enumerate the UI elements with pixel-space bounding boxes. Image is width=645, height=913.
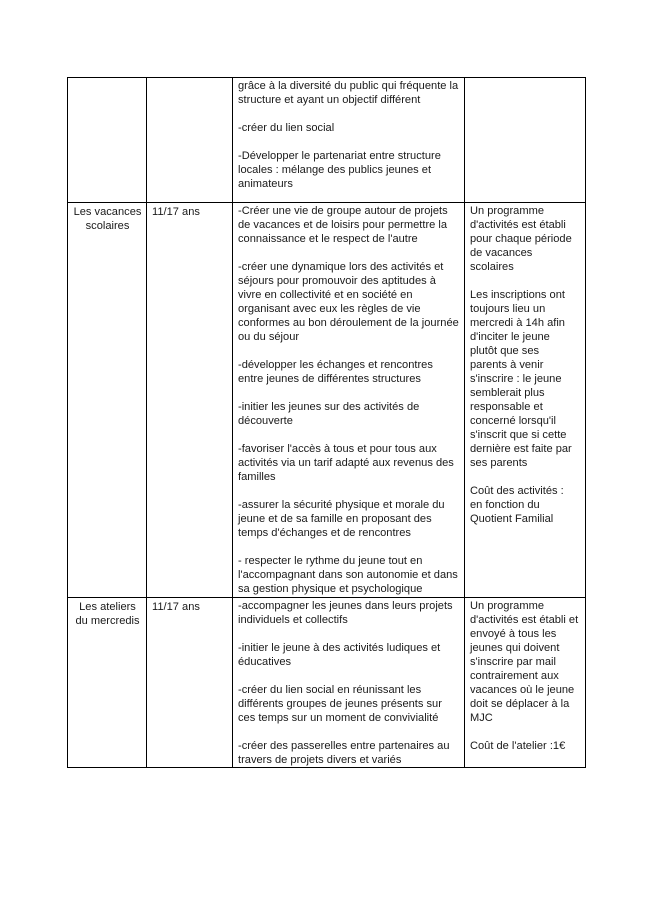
- table-row: [68, 203, 586, 598]
- modality-text: Un programme d'activités est établi et envoyé à tous les jeunes qui doivent s'inscrire par mail contrairement aux vacances où le jeune doit se déplacer à la MJC: [470, 600, 579, 724]
- objective-text: -Développer le partenariat entre structure locales : mélange des publics jeunes et animateurs: [238, 150, 441, 190]
- objective-text: -créer des passerelles entre partenaires au travers de projets divers et variés: [238, 740, 450, 766]
- objectives-cell: [233, 203, 465, 598]
- table-row: [68, 78, 586, 203]
- objective-text: -favoriser l'accès à tous et pour tous aux activités via un tarif adapté aux revenus des familles: [238, 443, 454, 483]
- modality-text: Un programme d'activités est établi pour chaque période de vacances scolaires: [470, 205, 572, 273]
- modalities-cell: [465, 78, 586, 203]
- objective-text: - respecter le rythme du jeune tout en l'accompagnant dans son autonomie et dans sa gestion physique et psychologique: [238, 555, 458, 595]
- modalities-cell: [465, 203, 586, 598]
- objective-text: -assurer la sécurité physique et morale du jeune et de sa famille en proposant des temps d'échanges et de rencontres: [238, 499, 445, 539]
- objectives-cell: [233, 598, 465, 768]
- activities-table: [67, 77, 586, 768]
- table-row: [68, 598, 586, 768]
- objective-text: -créer du lien social en réunissant les différents groupes de jeunes présents sur ces temps sur un moment de convivialité: [238, 684, 442, 724]
- modalities-cell: [465, 598, 586, 768]
- objective-text: -accompagner les jeunes dans leurs projets individuels et collectifs: [238, 600, 453, 626]
- objective-text: -Créer une vie de groupe autour de projets de vacances et de loisirs pour permettre la connaissance et le respect de l'autre: [238, 205, 448, 245]
- objective-text: -initier les jeunes sur des activités de découverte: [238, 401, 420, 427]
- objective-text: -développer les échanges et rencontres entre jeunes de différentes structures: [238, 359, 433, 385]
- activity-cell: [68, 78, 147, 203]
- modality-text: Les inscriptions ont toujours lieu un mercredi à 14h afin d'inciter le jeune plutôt que ses parents à venir s'inscrire : le jeune semblerait plus responsable et concerné lorsqu'il s'inscrit que si cette dernière est faite par ses parents: [470, 289, 572, 469]
- ages-cell: [147, 78, 233, 203]
- objective-text: grâce à la diversité du public qui fréquente la structure et ayant un objectif différent: [238, 80, 459, 106]
- activity-cell: Les ateliers du mercredis: [68, 598, 147, 768]
- objective-text: -initier le jeune à des activités ludiques et éducatives: [238, 642, 441, 668]
- ages-cell: 11/17 ans: [147, 203, 233, 598]
- modality-text: Coût de l'atelier :1€: [470, 740, 566, 752]
- objective-text: -créer du lien social: [238, 122, 335, 134]
- ages-cell: 11/17 ans: [147, 598, 233, 768]
- objectives-cell: [233, 78, 465, 203]
- activity-cell: Les vacances scolaires: [68, 203, 147, 598]
- modality-text: Coût des activités : en fonction du Quotient Familial: [470, 485, 564, 525]
- objective-text: -créer une dynamique lors des activités et séjours pour promouvoir des aptitudes à vivre en collectivité et en société en organisant avec eux les règles de vie conformes au bon déroulement de la journée ou du séjour: [238, 261, 459, 343]
